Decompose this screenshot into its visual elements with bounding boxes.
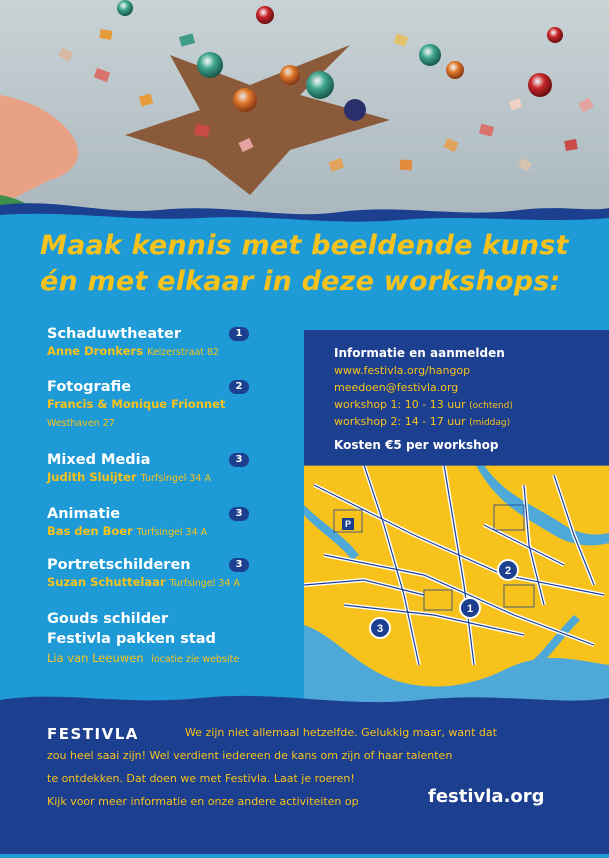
workshop-2-time: 14 - 17 uur: [404, 415, 466, 428]
svg-text:3: 3: [376, 623, 384, 635]
workshop-address: Turfsingel 34 A: [136, 527, 208, 538]
workshop-item: [47, 505, 207, 541]
workshop-title: Animatie: [47, 506, 121, 522]
headline-line-1: Maak kennis met beeldende kunst: [40, 230, 569, 261]
workshop-address: Turfsingel 34 A: [140, 473, 211, 484]
location-badge: 2: [229, 380, 249, 394]
footer-line-1: We zijn niet allemaal hetzelfde. Gelukkig maar, want dat: [185, 726, 497, 739]
footer-line-3: te ontdekken. Dat doen we met Festivla. Laat je roeren!: [47, 772, 355, 785]
location-badge: 1: [229, 327, 249, 341]
footer-line-2: zou heel saai zijn! Wel verdient iedereen de kans om zijn of haar talenten: [47, 749, 453, 762]
workshop-1-label: workshop 1:: [334, 398, 402, 411]
workshop-item: [47, 451, 211, 487]
location-badge: 3: [229, 453, 249, 467]
workshop-2-part: (middag): [469, 418, 511, 428]
map-marker-3[interactable]: [370, 618, 390, 638]
map-marker-2[interactable]: [498, 560, 518, 580]
svg-text:2: 2: [504, 565, 512, 577]
workshop-item: [47, 325, 219, 361]
workshop-address: locatie zie website: [151, 654, 240, 665]
festivla-logo: FESTIVLA: [47, 725, 139, 743]
workshop-person: Bas den Boer: [47, 524, 133, 538]
info-cost: Kosten €5 per workshop: [334, 438, 499, 452]
header-photo: [0, 0, 609, 225]
footer-line-4: Kijk voor meer informatie en onze andere activiteiten op: [47, 795, 359, 808]
workshop-title-line-2: Festivla pakken stad: [47, 631, 216, 647]
workshop-person: Anne Dronkers: [47, 344, 144, 358]
location-badge: 3: [229, 558, 249, 572]
city-map: [304, 465, 609, 705]
workshop-1-part: (ochtend): [469, 401, 513, 411]
info-email-link[interactable]: meedoen@festivla.org: [334, 381, 459, 394]
workshop-address: Turfsingel 34 A: [169, 578, 240, 589]
info-box: [304, 330, 609, 465]
info-workshop-1-time: [334, 398, 513, 411]
workshop-title: Mixed Media: [47, 452, 151, 468]
workshop-2-label: workshop 2:: [334, 415, 402, 428]
info-website-link[interactable]: www.festivla.org/hangop: [334, 364, 471, 377]
info-workshop-2-time: [334, 415, 510, 428]
map-marker-1[interactable]: [460, 598, 480, 618]
footer-website-link[interactable]: festivla.org: [428, 786, 545, 807]
workshop-person: Francis & Monique Frionnet: [47, 397, 226, 411]
workshop-person: Lia van Leeuwen: [47, 651, 144, 665]
parking-label: P: [344, 519, 352, 529]
workshop-title-line-1: Gouds schilder: [47, 611, 169, 627]
workshop-item: [47, 556, 240, 592]
workshop-item: [47, 378, 225, 432]
workshop-address: Keizerstraat 82: [147, 347, 220, 358]
workshop-title: Schaduwtheater: [47, 326, 182, 342]
workshop-title: Fotografie: [47, 379, 132, 395]
headline-line-2: én met elkaar in deze workshops:: [40, 266, 561, 297]
workshop-person: Suzan Schuttelaar: [47, 575, 166, 589]
info-heading: Informatie en aanmelden: [334, 346, 505, 360]
workshop-item: [47, 610, 239, 668]
workshop-1-time: 10 - 13 uur: [404, 398, 466, 411]
workshop-address: Westhaven 27: [47, 418, 115, 429]
headline: [40, 228, 580, 300]
workshop-person: Judith Sluijter: [47, 470, 137, 484]
location-badge: 3: [229, 507, 249, 521]
svg-text:1: 1: [466, 603, 474, 615]
workshop-title: Portretschilderen: [47, 557, 191, 573]
